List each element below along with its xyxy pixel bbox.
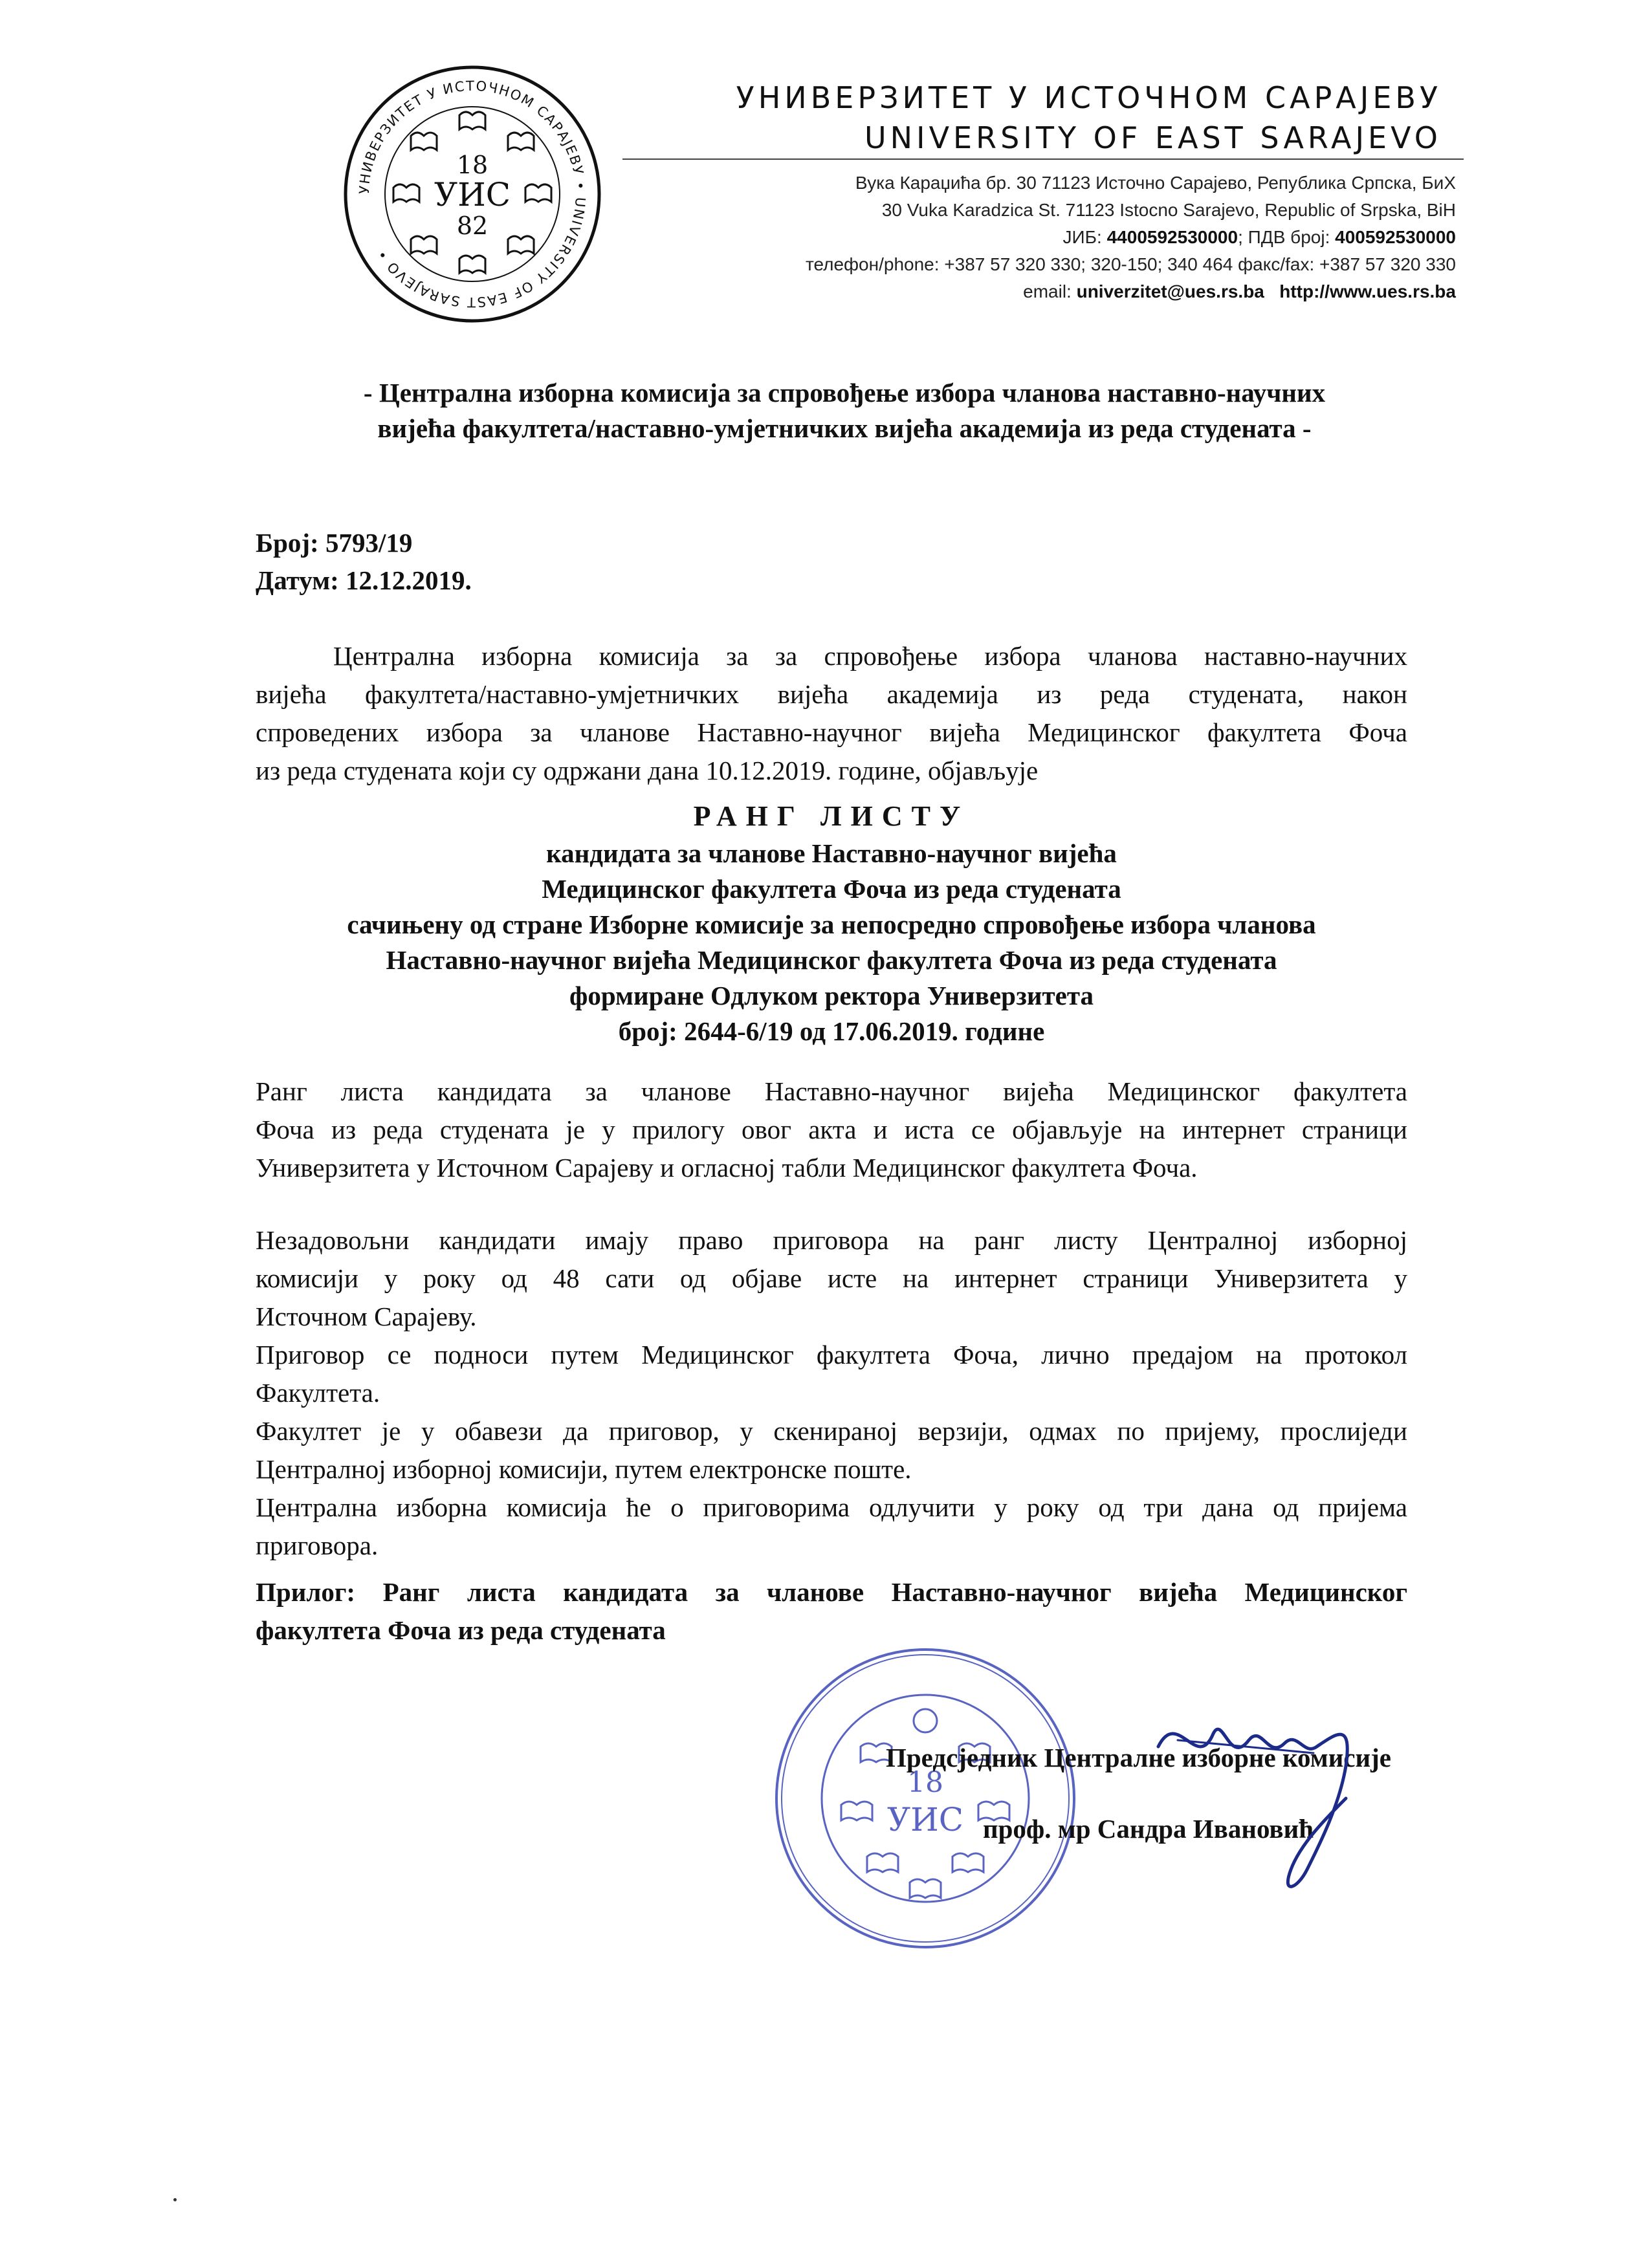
subtitle-line: Медицинског факултета Фоча из реда студената [542,874,1121,904]
signatory-role: Предсједник Централне изборне комисије [885,1743,1391,1772]
paragraph-line: Факултета. [256,1378,380,1408]
university-title-cyrillic: УНИВЕРЗИТЕТ У ИСТОЧНОМ САРАЈЕВУ [736,80,1442,115]
seal-year-bottom: 82 [456,212,489,240]
paragraph-line: Централној изборној комисији, путем електронске поште. [256,1454,912,1484]
document-number: Број: 5793/19 [256,528,413,558]
attachment-line: Прилог: Ранг листа кандидата за чланове Наставно-научног вијећа Медицинског [256,1577,1407,1607]
email-link[interactable]: univerzitet@ues.rs.ba [1076,281,1264,301]
paragraph-line: приговора. [256,1531,379,1560]
intro-paragraph [256,637,1407,790]
paragraph-line: комисији у року од 48 сати од објаве исте на интернет страници Универзитета у [256,1263,1407,1293]
rang-list-title: РАНГ ЛИСТУ [693,800,970,832]
jib-number: 4400592530000 [1106,227,1238,247]
paragraph-line: Ранг листа кандидата за чланове Наставно-научног вијећа Медицинског факултета [256,1076,1407,1106]
subtitle-line: формиране Одлуком ректора Универзитета [569,981,1094,1010]
pdv-number: 400592530000 [1335,227,1456,247]
seal-year-top: 18 [456,151,489,179]
svg-text:18: 18 [907,1766,943,1799]
official-stamp-icon [770,1643,1081,1954]
scan-speck [173,2198,177,2201]
seal-abbr: УИС [434,176,511,213]
paragraph-line: Источном Сарајеву. [256,1302,477,1331]
publication-paragraph [256,1073,1407,1187]
commission-heading-line: вијећа факултета/наставно-умјетничких вијећа академија из реда студената - [377,413,1312,443]
subtitle-line: кандидата за чланове Наставно-научног вијећа [546,838,1117,868]
address-latin: 30 Vuka Karadzica St. 71123 Istocno Sarajevo, Republic of Srpska, BiH [881,200,1456,220]
paragraph-line: из реда студената који су одржани дана 10.12.2019. године, објављује [256,756,1039,785]
paragraph-line: Факултет је у обавези да приговор, у скенираној верзији, одмах по пријему, прослиједи [256,1416,1407,1446]
contact-line: email: univerzitet@ues.rs.ba http://www.ues.rs.ba [1023,281,1456,301]
university-title [736,78,1442,158]
paragraph-line: Централна изборна комисија за за спровођење избора чланова наставно-научних [333,641,1407,671]
subtitle-line: Наставно-научног вијећа Медицинског факултета Фоча из реда студената [386,945,1277,975]
address-cyrillic: Вука Караџића бр. 30 71123 Источно Сарајево, Република Српска, БиХ [855,173,1456,193]
svg-text:УИС: УИС [887,1801,963,1838]
document-reference [256,524,472,599]
attachment-line: факултета Фоча из реда студената [256,1615,666,1645]
signatory-name: проф. мр Сандра Ивановић [983,1814,1314,1844]
tax-ids: ЈИБ: 4400592530000; ПДВ број: 400592530000 [1062,227,1456,247]
handwritten-signature-icon [1152,1695,1365,1902]
document-date: Датум: 12.12.2019. [256,565,472,595]
rang-list-subtitle [256,836,1407,1049]
commission-heading-line: - Централна изборна комисија за спровођење избора чланова наставно-научних [363,378,1326,408]
complaints-paragraph [256,1221,1407,1565]
paragraph-line: Приговор се подноси путем Медицинског факултета Фоча, лично предајом на протокол [256,1340,1407,1369]
subtitle-line: сачињену од стране Изборне комисије за непосредно спровођење избора чланова [347,910,1316,939]
paragraph-line: Централна изборна комисија ће о приговорима одлучити у року од три дана од пријема [256,1492,1407,1522]
paragraph-line: вијећа факултета/наставно-умјетничких вијећа академија из реда студената, након [256,679,1407,709]
commission-heading [272,375,1417,446]
paragraph-line: Универзитета у Источном Сарајеву и огласној табли Медицинског факултета Фоча. [256,1153,1198,1183]
letterhead-divider [622,158,1464,160]
paragraph-line: спроведених избора за чланове Наставно-научног вијећа Медицинског факултета Фоча [256,717,1407,747]
paragraph-line: Фоча из реда студената је у прилогу овог акта и иста се објављује на интернет страници [256,1115,1407,1144]
university-seal-icon [343,65,602,323]
website-link[interactable]: http://www.ues.rs.ba [1279,281,1456,301]
attachment-note [256,1573,1407,1650]
subtitle-line: број: 2644-6/19 од 17.06.2019. године [618,1016,1045,1046]
letterhead-address [806,169,1456,305]
phone-line: телефон/phone: +387 57 320 330; 320-150; 340 464 факс/fax: +387 57 320 330 [805,254,1456,274]
paragraph-line: Незадовољни кандидати имају право приговора на ранг листу Централној изборној [256,1225,1407,1255]
seal-ring-text: УНИВЕРЗИТЕТ У ИСТОЧНОМ САРАЈЕВУ • UNIVERSITY OF EAST SARAJEVO • [356,78,589,311]
university-title-latin: UNIVERSITY OF EAST SARAJEVO [864,120,1442,155]
